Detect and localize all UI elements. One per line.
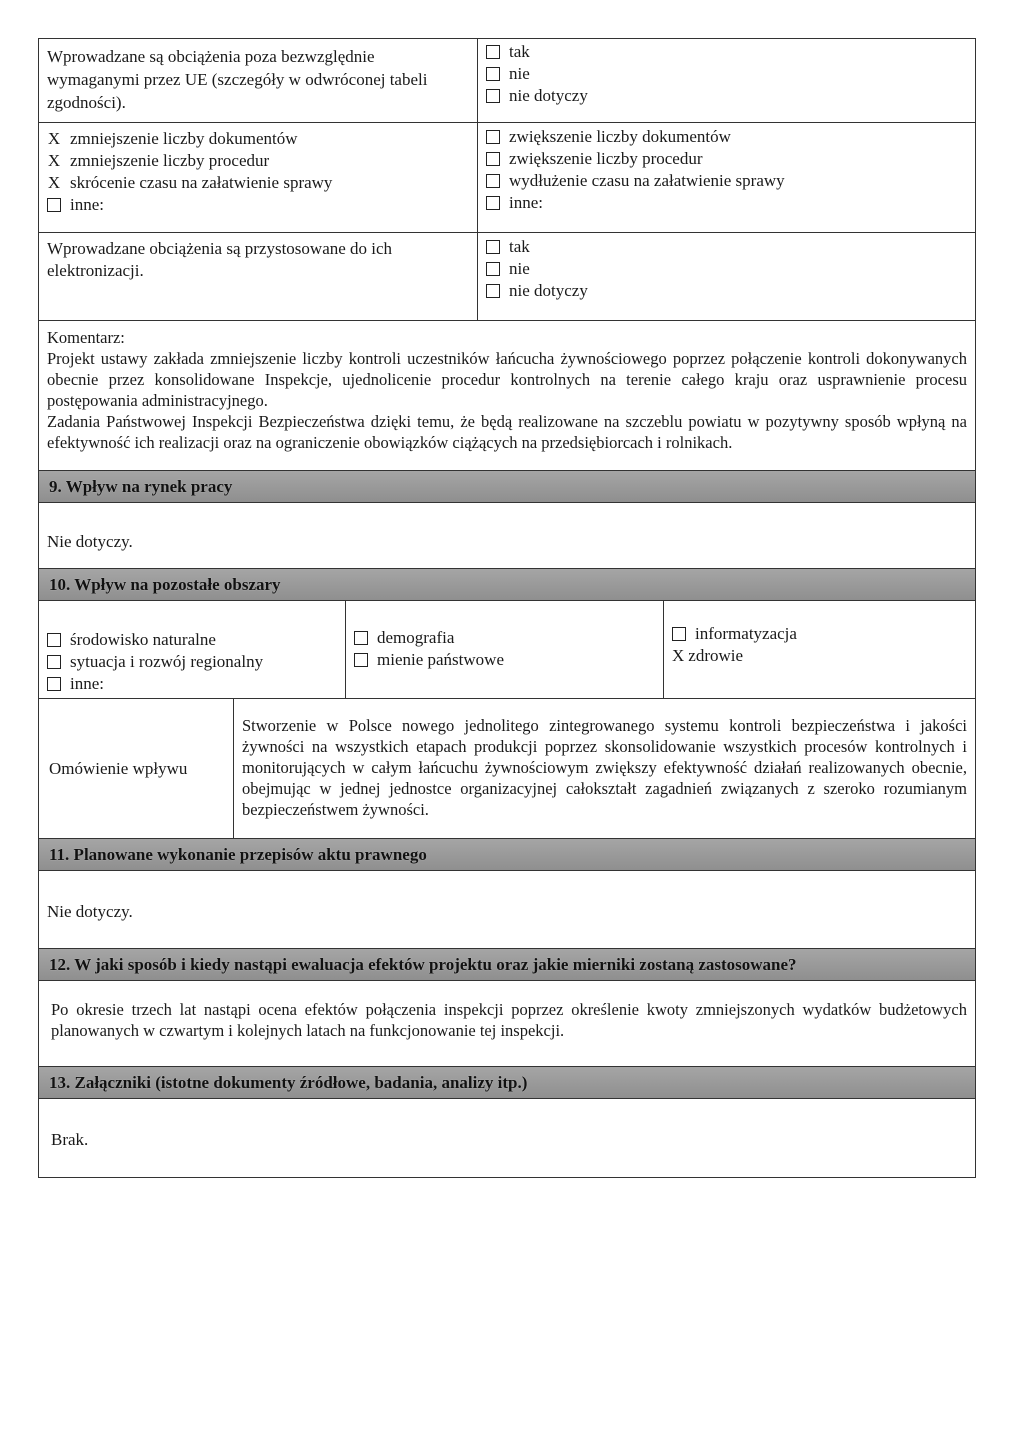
change-shorten-time[interactable]: X skrócenie czasu na załatwienie sprawy xyxy=(47,173,333,192)
checkbox-icon[interactable] xyxy=(486,174,500,188)
checkbox-icon[interactable] xyxy=(354,631,368,645)
checkbox-icon[interactable] xyxy=(486,45,500,59)
checkbox-icon[interactable] xyxy=(354,653,368,667)
burden-row xyxy=(39,39,975,123)
changes-left xyxy=(39,123,477,232)
checkbox-icon[interactable] xyxy=(486,152,500,166)
electronic-options xyxy=(477,233,975,320)
burden-option-nie[interactable]: nie xyxy=(486,63,967,85)
areas-col-2 xyxy=(345,601,663,698)
comment-row xyxy=(39,321,975,471)
checkbox-icon[interactable] xyxy=(47,655,61,669)
section-12-body xyxy=(39,981,975,1067)
section-12-header: 12. W jaki sposób i kiedy nastąpi ewaluacja efektów projektu oraz jakie mierniki zostaną zastosowane? xyxy=(39,949,975,981)
area-other[interactable]: inne: xyxy=(47,673,337,695)
checkbox-icon[interactable] xyxy=(486,89,500,103)
changes-row xyxy=(39,123,975,233)
comment-paragraph-2: Zadania Państwowej Inspekcji Bezpieczeństwa dzięki temu, że będą realizowane na szczeblu powiatu w pozytywny sposób wpłyną na efektywność ich realizacji oraz na ograniczenie obowiązków ciążących na przedsiębiorcach i rolnikach. xyxy=(47,412,967,452)
area-informatization[interactable]: informatyzacja xyxy=(672,623,967,645)
section-12-text: Po okresie trzech lat nastąpi ocena efektów połączenia inspekcji poprzez określenie kwoty zmniejszonych wydatków budżetowych planowanych w czwartym i kolejnych latach na funkcjonowanie tej inspekcji. xyxy=(51,1000,967,1040)
comment-label: Komentarz: xyxy=(47,328,125,347)
impact-text: Stworzenie w Polsce nowego jednolitego zintegrowanego systemu kontroli bezpieczeństwa i jakości żywności na wszystkich etapach produkcji poprzez skonsolidowanie wszystkich procesów kontrolnych i monitorujących w całym łańcuchu żywnościowym zwiększy efektywność działań realizowanych obecnie, obejmując w jednej jednostce organizacyjnej całokształt zagadnień związanych z szeroko rozumianym bezpieczeństwem żywności. xyxy=(233,699,975,838)
area-regional[interactable]: sytuacja i rozwój regionalny xyxy=(47,651,337,673)
section-10-areas xyxy=(39,601,975,699)
change-increase-documents[interactable]: zwiększenie liczby dokumentów xyxy=(486,126,967,148)
section-9-header: 9. Wpływ na rynek pracy xyxy=(39,471,975,503)
change-reduce-documents[interactable]: X zmniejszenie liczby dokumentów xyxy=(47,129,298,148)
burden-option-tak[interactable]: tak xyxy=(486,41,967,63)
x-mark-icon: X xyxy=(672,646,685,665)
burden-question: Wprowadzane są obciążenia poza bezwzględnie wymaganymi przez UE (szczegóły w odwróconej tabeli zgodności). xyxy=(47,47,428,112)
checkbox-icon[interactable] xyxy=(672,627,686,641)
x-mark-icon: X xyxy=(47,129,61,148)
section-9-body xyxy=(39,503,975,569)
checkbox-icon[interactable] xyxy=(486,196,500,210)
changes-right xyxy=(477,123,975,232)
area-state-property[interactable]: mienie państwowe xyxy=(354,649,655,671)
electronic-option-tak[interactable]: tak xyxy=(486,236,967,258)
areas-col-3 xyxy=(663,601,975,698)
checkbox-icon[interactable] xyxy=(486,240,500,254)
section-13-body xyxy=(39,1099,975,1177)
electronic-row xyxy=(39,233,975,321)
electronic-option-nie[interactable]: nie xyxy=(486,258,967,280)
electronic-question: Wprowadzane obciążenia są przystosowane do ich elektronizacji. xyxy=(47,239,393,280)
change-extend-time[interactable]: wydłużenie czasu na załatwienie sprawy xyxy=(486,170,967,192)
electronic-option-nie-dotyczy[interactable]: nie dotyczy xyxy=(486,280,967,302)
checkbox-icon[interactable] xyxy=(47,677,61,691)
area-health[interactable]: X zdrowie xyxy=(672,646,744,665)
areas-col-1 xyxy=(39,601,345,698)
checkbox-icon[interactable] xyxy=(47,633,61,647)
checkbox-icon[interactable] xyxy=(486,262,500,276)
comment-block xyxy=(39,321,975,470)
area-demography[interactable]: demografia xyxy=(354,627,655,649)
x-mark-icon: X xyxy=(47,151,61,170)
burden-options xyxy=(477,39,975,122)
section-11-text: Nie dotyczy. xyxy=(47,902,133,921)
section-11-header: 11. Planowane wykonanie przepisów aktu prawnego xyxy=(39,839,975,871)
change-reduce-procedures[interactable]: X zmniejszenie liczby procedur xyxy=(47,151,270,170)
assessment-form xyxy=(38,38,976,1178)
x-mark-icon: X xyxy=(47,173,61,192)
section-9-text: Nie dotyczy. xyxy=(47,532,133,551)
change-other-left[interactable]: inne: xyxy=(47,194,469,216)
section-10-header: 10. Wpływ na pozostałe obszary xyxy=(39,569,975,601)
comment-paragraph-1: Projekt ustawy zakłada zmniejszenie liczby kontroli uczestników łańcucha żywnościowego poprzez połączenie kontroli dokonywanych obecnie przez konsolidowane Inspekcje, ujednolicenie procedur kontrolnych na terenie całego kraju oraz usprawnienie procesu postępowania administracyjnego. xyxy=(47,349,967,410)
section-11-body xyxy=(39,871,975,949)
section-10-impact xyxy=(39,699,975,839)
change-other-right[interactable]: inne: xyxy=(486,192,967,214)
change-increase-procedures[interactable]: zwiększenie liczby procedur xyxy=(486,148,967,170)
burden-option-nie-dotyczy[interactable]: nie dotyczy xyxy=(486,85,967,107)
checkbox-icon[interactable] xyxy=(486,130,500,144)
impact-label: Omówienie wpływu xyxy=(49,758,188,778)
section-13-header: 13. Załączniki (istotne dokumenty źródłowe, badania, analizy itp.) xyxy=(39,1067,975,1099)
section-13-text: Brak. xyxy=(51,1130,89,1149)
checkbox-icon[interactable] xyxy=(47,198,61,212)
checkbox-icon[interactable] xyxy=(486,67,500,81)
area-environment[interactable]: środowisko naturalne xyxy=(47,629,337,651)
checkbox-icon[interactable] xyxy=(486,284,500,298)
